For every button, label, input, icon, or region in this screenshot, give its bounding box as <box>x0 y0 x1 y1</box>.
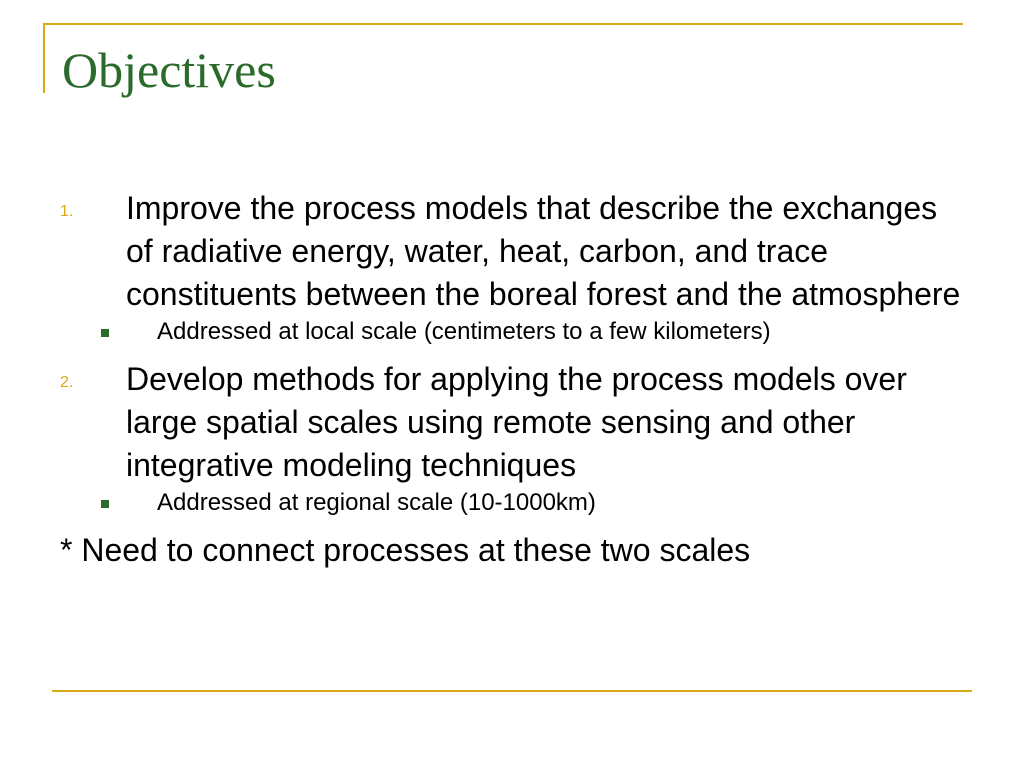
slide-title: Objectives <box>62 42 276 98</box>
objective-item-2 <box>60 358 970 487</box>
bottom-frame-line <box>52 690 972 692</box>
slide-note: * Need to connect processes at these two scales <box>60 532 751 568</box>
item-number: 2. <box>60 374 74 391</box>
square-bullet-icon <box>101 329 109 337</box>
objectives-list <box>60 187 970 572</box>
top-frame-line <box>43 23 963 25</box>
subpoint-text: Addressed at regional scale (10-1000km) <box>157 489 596 516</box>
objective-item-1 <box>60 187 970 316</box>
objective-text: Develop methods for applying the process models over large spatial scales using remote sensing and other integrative modeling techniques <box>126 361 907 483</box>
square-bullet-icon <box>101 500 109 508</box>
subpoint-text: Addressed at local scale (centimeters to a few kilometers) <box>157 318 771 345</box>
objective-subpoint-1 <box>60 316 970 348</box>
objective-subpoint-2 <box>60 487 970 519</box>
left-frame-line <box>43 23 45 93</box>
item-number: 1. <box>60 203 74 220</box>
objective-text: Improve the process models that describe the exchanges of radiative energy, water, heat, carbon, and trace constituents between the boreal forest and the atmosphere <box>126 190 961 312</box>
